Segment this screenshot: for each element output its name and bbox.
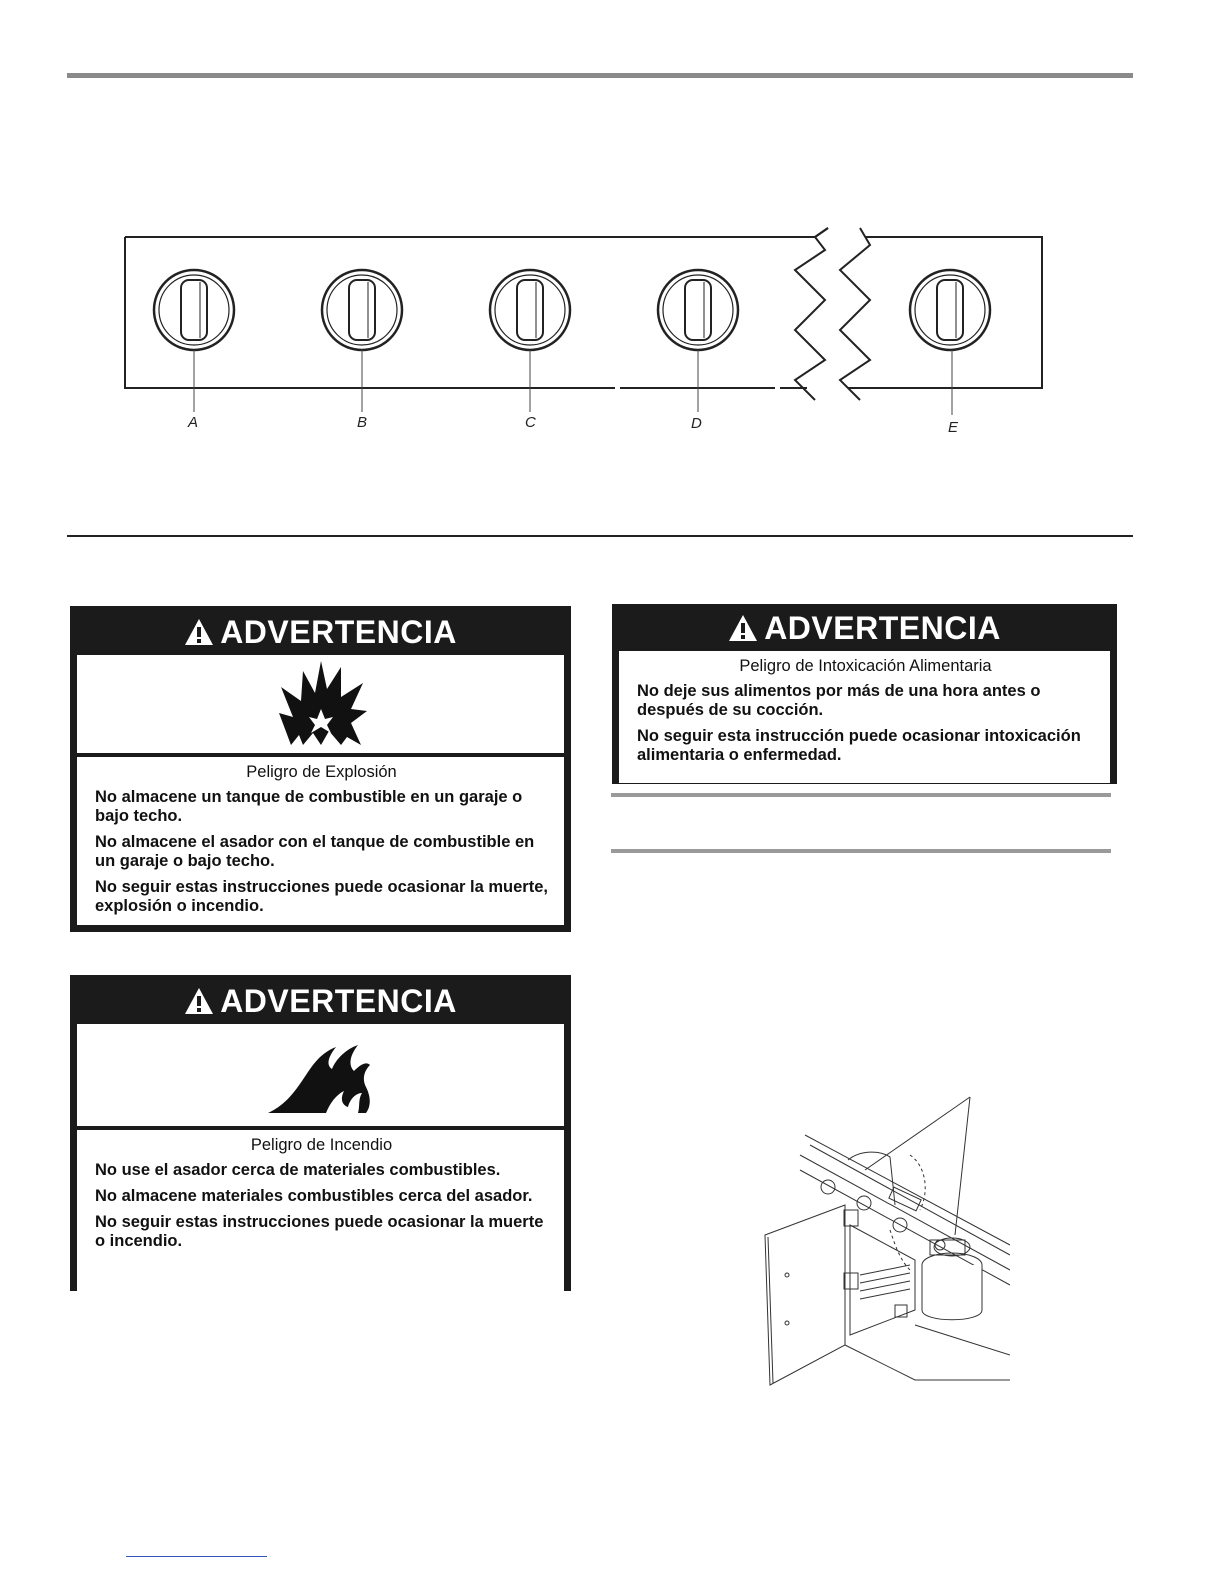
explosion-icon	[77, 655, 564, 753]
warning-line: No use el asador cerca de materiales combustibles.	[95, 1161, 501, 1179]
warning-body	[619, 651, 1110, 783]
knob-a	[154, 270, 234, 412]
food-warning-box	[612, 604, 1117, 784]
section-rule-right-top	[611, 793, 1111, 797]
warning-line: No almacene materiales combustibles cerca del asador.	[95, 1187, 533, 1205]
fire-icon	[77, 1024, 564, 1126]
warning-header-text: ADVERTENCIA	[220, 982, 457, 1019]
warning-triangle-icon	[728, 614, 758, 642]
top-rule	[67, 73, 1133, 78]
knob-e	[910, 270, 990, 415]
warning-title: Peligro de Incendio	[250, 1136, 393, 1154]
warning-header	[615, 607, 1114, 649]
warning-header	[73, 978, 568, 1024]
warning-header-text: ADVERTENCIA	[220, 613, 457, 650]
knob-label-a: A	[188, 414, 199, 431]
knob-b	[322, 270, 402, 412]
warning-line: No seguir esta instrucción puede ocasionar intoxicación alimentaria o enfermedad.	[637, 727, 1081, 764]
warning-line: No almacene el asador con el tanque de combustible en un garaje o bajo techo.	[95, 833, 535, 870]
warning-header	[73, 609, 568, 655]
warning-body	[77, 1130, 564, 1292]
warning-triangle-icon	[184, 618, 214, 646]
knob-c	[490, 270, 570, 412]
warning-line: No almacene un tanque de combustible en un garaje o bajo techo.	[95, 788, 523, 825]
warning-body	[77, 757, 564, 925]
knob-label-d: D	[691, 415, 702, 432]
knob-label-b: B	[357, 414, 368, 431]
warning-line: No seguir estas instrucciones puede ocasionar la muerte, explosión o incendio.	[95, 878, 548, 915]
footer-link-underline	[126, 1556, 267, 1557]
section-rule	[67, 535, 1133, 537]
explosion-warning-box	[70, 606, 571, 932]
control-panel-diagram	[110, 220, 1070, 450]
section-rule-right-bottom	[611, 849, 1111, 853]
warning-triangle-icon	[184, 987, 214, 1015]
grill-cart-tank-illustration	[760, 1095, 1010, 1395]
warning-line: No seguir estas instrucciones puede ocasionar la muerte o incendio.	[95, 1213, 544, 1250]
knob-d	[658, 270, 738, 412]
warning-line: No deje sus alimentos por más de una hora antes o después de su cocción.	[637, 682, 1041, 719]
warning-title: Peligro de Intoxicación Alimentaria	[739, 657, 992, 675]
warning-title: Peligro de Explosión	[246, 763, 397, 781]
warning-header-text: ADVERTENCIA	[764, 609, 1001, 646]
knob-label-c: C	[525, 414, 536, 431]
knob-label-e: E	[948, 419, 959, 436]
fire-warning-box	[70, 975, 571, 1291]
